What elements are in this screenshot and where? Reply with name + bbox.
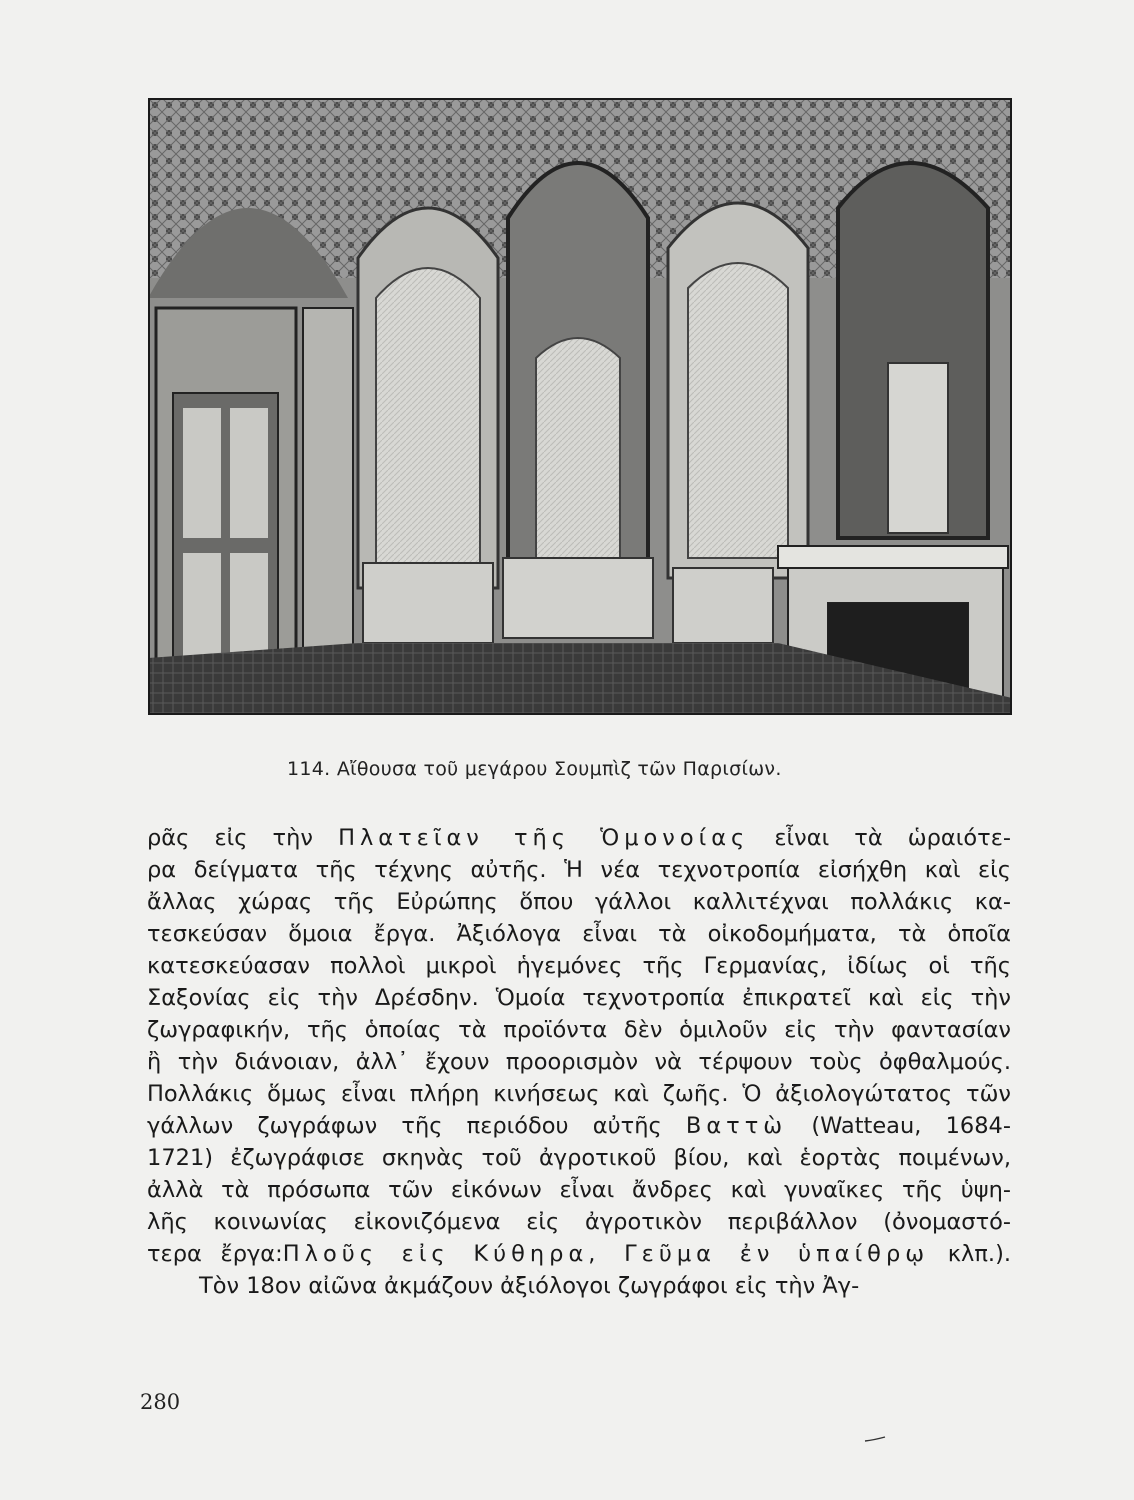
salon-illustration — [148, 98, 1012, 715]
text-run: ἄλλας χώρας τῆς Εὐρώπης ὅπου γάλλοι καλλιτέχναι πολλάκις κα- — [147, 889, 1011, 915]
spaced-emphasis: Πλοῦς εἰς Κύθηρα, Γεῦμα ἐν ὑπαίθρῳ — [282, 1241, 930, 1267]
text-line — [147, 1270, 1011, 1302]
text-line — [147, 1238, 1011, 1270]
text-run: κλπ.). — [929, 1241, 1011, 1267]
text-line — [147, 1142, 1011, 1174]
text-run: ρα δείγματα τῆς τέχνης αὐτῆς. Ἡ νέα τεχνοτροπία εἰσήχθη καὶ εἰς — [147, 857, 1011, 883]
text-run: ἢ τὴν διάνοιαν, ἀλλ᾽ ἔχουν προορισμὸν νὰ τέρψουν τοὺς ὀφθαλμούς. — [147, 1049, 1011, 1075]
text-line — [147, 822, 1011, 854]
text-line — [147, 1174, 1011, 1206]
text-run: Πολλάκις ὅμως εἶναι πλήρη κινήσεως καὶ ζωῆς. Ὁ ἀξιολογώτατος τῶν — [147, 1081, 1011, 1107]
text-line — [147, 1206, 1011, 1238]
text-run: ρᾶς εἰς τὴν — [147, 825, 339, 851]
pen-mark — [864, 1436, 886, 1442]
text-run: γάλλων ζωγράφων τῆς περιόδου αὐτῆς — [147, 1113, 686, 1139]
text-run: εἶναι τὰ ὡραιότε- — [749, 825, 1011, 851]
text-line — [147, 982, 1011, 1014]
body-text — [147, 822, 1011, 1302]
figure-caption: 114. Αἴθουσα τοῦ μεγάρου Σουμπὶζ τῶν Παρισίων. — [287, 758, 782, 780]
text-run: 1721) ἐζωγράφισε σκηνὰς τοῦ ἀγροτικοῦ βίου, καὶ ἑορτὰς ποιμένων, — [147, 1145, 1011, 1171]
text-line — [147, 1078, 1011, 1110]
text-line — [147, 1110, 1011, 1142]
text-line — [147, 918, 1011, 950]
text-line — [147, 1014, 1011, 1046]
page-number: 280 — [140, 1390, 181, 1414]
spaced-emphasis: Βαττὼ — [685, 1113, 788, 1139]
text-run: Τὸν 18ον αἰῶνα ἀκμάζουν ἀξιόλογοι ζωγράφοι εἰς τὴν Ἀγ- — [199, 1273, 860, 1299]
text-line — [147, 950, 1011, 982]
text-run: τεσκεύσαν ὅμοια ἔργα. Ἀξιόλογα εἶναι τὰ οἰκοδομήματα, τὰ ὁποῖα — [147, 921, 1011, 947]
text-run: ζωγραφικήν, τῆς ὁποίας τὰ προϊόντα δὲν ὁμιλοῦν εἰς τὴν φαντασίαν — [147, 1017, 1011, 1043]
text-line — [147, 886, 1011, 918]
text-run: (Watteau, 1684- — [787, 1113, 1011, 1139]
spaced-emphasis: Πλατεῖαν τῆς Ὁμονοίας — [338, 825, 750, 851]
text-run: τερα ἔργα: — [147, 1241, 283, 1267]
text-run: κατεσκεύασαν πολλοὶ μικροὶ ἡγεμόνες τῆς Γερμανίας, ἰδίως οἱ τῆς — [147, 953, 1011, 979]
text-line — [147, 1046, 1011, 1078]
text-run: Σαξονίας εἰς τὴν Δρέσδην. Ὁμοία τεχνοτροπία ἐπικρατεῖ καὶ εἰς τὴν — [147, 985, 1011, 1011]
text-run: ἀλλὰ τὰ πρόσωπα τῶν εἰκόνων εἶναι ἄνδρες καὶ γυναῖκες τῆς ὑψη- — [147, 1177, 1011, 1203]
text-run: λῆς κοινωνίας εἰκονιζόμενα εἰς ἀγροτικὸν περιβάλλον (ὀνομαστό- — [147, 1209, 1011, 1235]
text-line — [147, 854, 1011, 886]
